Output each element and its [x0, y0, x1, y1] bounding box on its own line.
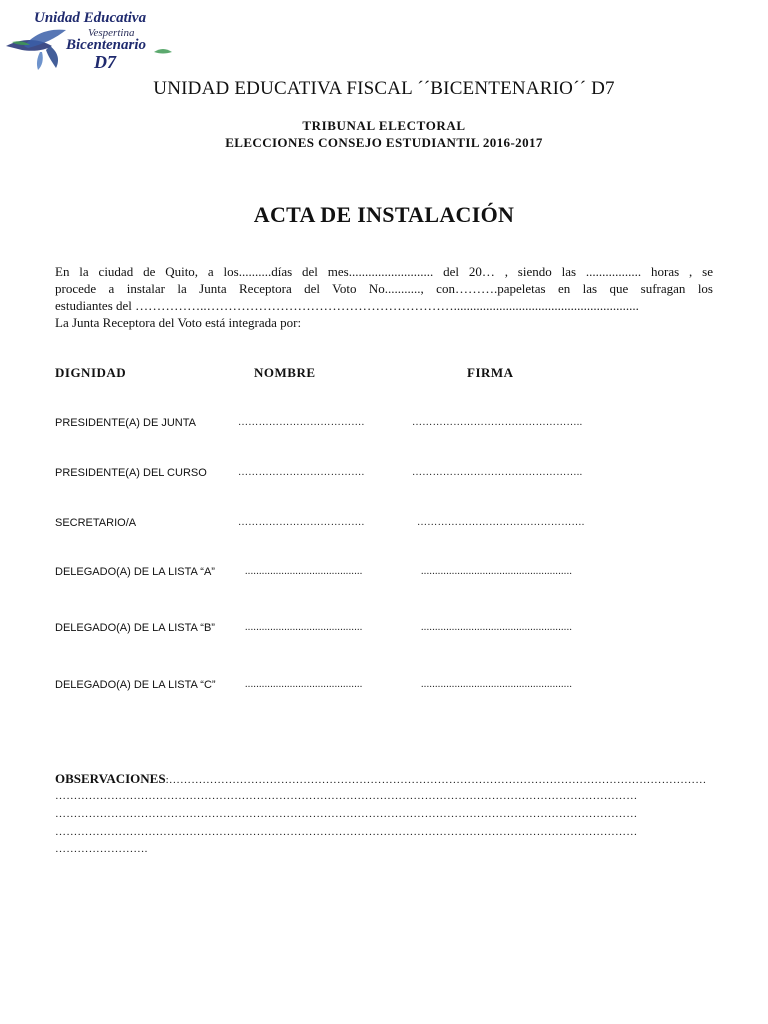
document-title: ACTA DE INSTALACIÓN	[253, 202, 515, 227]
elections-heading: ELECCIONES CONSEJO ESTUDIANTIL 2016-2017	[225, 135, 543, 150]
role-delegado-b: DELEGADO(A) DE LA LISTA “B”	[55, 622, 215, 634]
name-line-secretario[interactable]: ……………………………….	[238, 517, 365, 528]
tribunal-heading: TRIBUNAL ELECTORAL	[302, 118, 466, 133]
role-presidente-curso: PRESIDENTE(A) DEL CURSO	[55, 467, 207, 479]
logo-line-d7: D7	[94, 52, 116, 72]
observaciones-line-3[interactable]: …………………………………………………………………………………………………………………………………………	[55, 808, 638, 820]
observaciones-line-2[interactable]: …………………………………………………………………………………………………………………………………………	[55, 790, 638, 802]
paragraph-line-1: En la ciudad de Quito, a los..........días del mes.......................... del 20… , siendo las ................. horas , se	[55, 264, 713, 279]
observaciones-line-5[interactable]: …………………….	[55, 843, 148, 855]
name-line-delegado-b[interactable]: ..........................................	[245, 622, 363, 633]
observaciones-line-4[interactable]: …………………………………………………………………………………………………………………………………………	[55, 826, 638, 838]
logo-line-unidad: Unidad Educativa	[34, 10, 147, 26]
paragraph-line-2: procede a instalar la Junta Receptora del Voto No..........., con……….papeletas en las que sufragan los	[55, 281, 713, 296]
observaciones-line-1[interactable]	[55, 770, 713, 788]
name-line-presidente-curso[interactable]: ……………………………….	[238, 467, 365, 478]
name-line-delegado-a[interactable]: ..........................................	[245, 566, 363, 577]
role-secretario: SECRETARIO/A	[55, 517, 137, 529]
paragraph-line-3: estudiantes del ……………..………………………………………………….........................................................	[55, 298, 639, 313]
name-line-presidente-junta[interactable]: ……………………………….	[238, 417, 365, 428]
column-dignidad: DIGNIDAD	[55, 365, 127, 380]
observaciones-dots-1: :………………………………………………………………………………………………………………………………	[165, 774, 707, 786]
signature-line-delegado-a[interactable]: ......................................................	[421, 566, 573, 577]
paragraph-line-4: La Junta Receptora del Voto está integrada por:	[55, 315, 302, 330]
signature-line-secretario[interactable]: ………………………………………….	[417, 517, 585, 528]
signature-line-delegado-c[interactable]: ......................................................	[421, 679, 573, 690]
role-presidente-junta: PRESIDENTE(A) DE JUNTA	[55, 417, 196, 429]
school-logo	[4, 12, 176, 74]
logo-line-bicentenario: Bicentenario	[66, 37, 147, 53]
role-delegado-a: DELEGADO(A) DE LA LISTA “A”	[55, 566, 215, 578]
logo-line-vespertina: Vespertina	[88, 27, 135, 39]
school-title: UNIDAD EDUCATIVA FISCAL ´´BICENTENARIO´´ D7	[153, 78, 615, 99]
name-line-delegado-c[interactable]: ..........................................	[245, 679, 363, 690]
signature-line-delegado-b[interactable]: ......................................................	[421, 622, 573, 633]
column-firma: FIRMA	[467, 365, 514, 380]
signature-line-presidente-junta[interactable]: …………………………………………..	[412, 417, 583, 428]
observaciones-label: OBSERVACIONES	[55, 771, 166, 786]
role-delegado-c: DELEGADO(A) DE LA LISTA “C”	[55, 679, 216, 691]
column-nombre: NOMBRE	[254, 365, 316, 380]
signature-line-presidente-curso[interactable]: …………………………………………..	[412, 467, 583, 478]
